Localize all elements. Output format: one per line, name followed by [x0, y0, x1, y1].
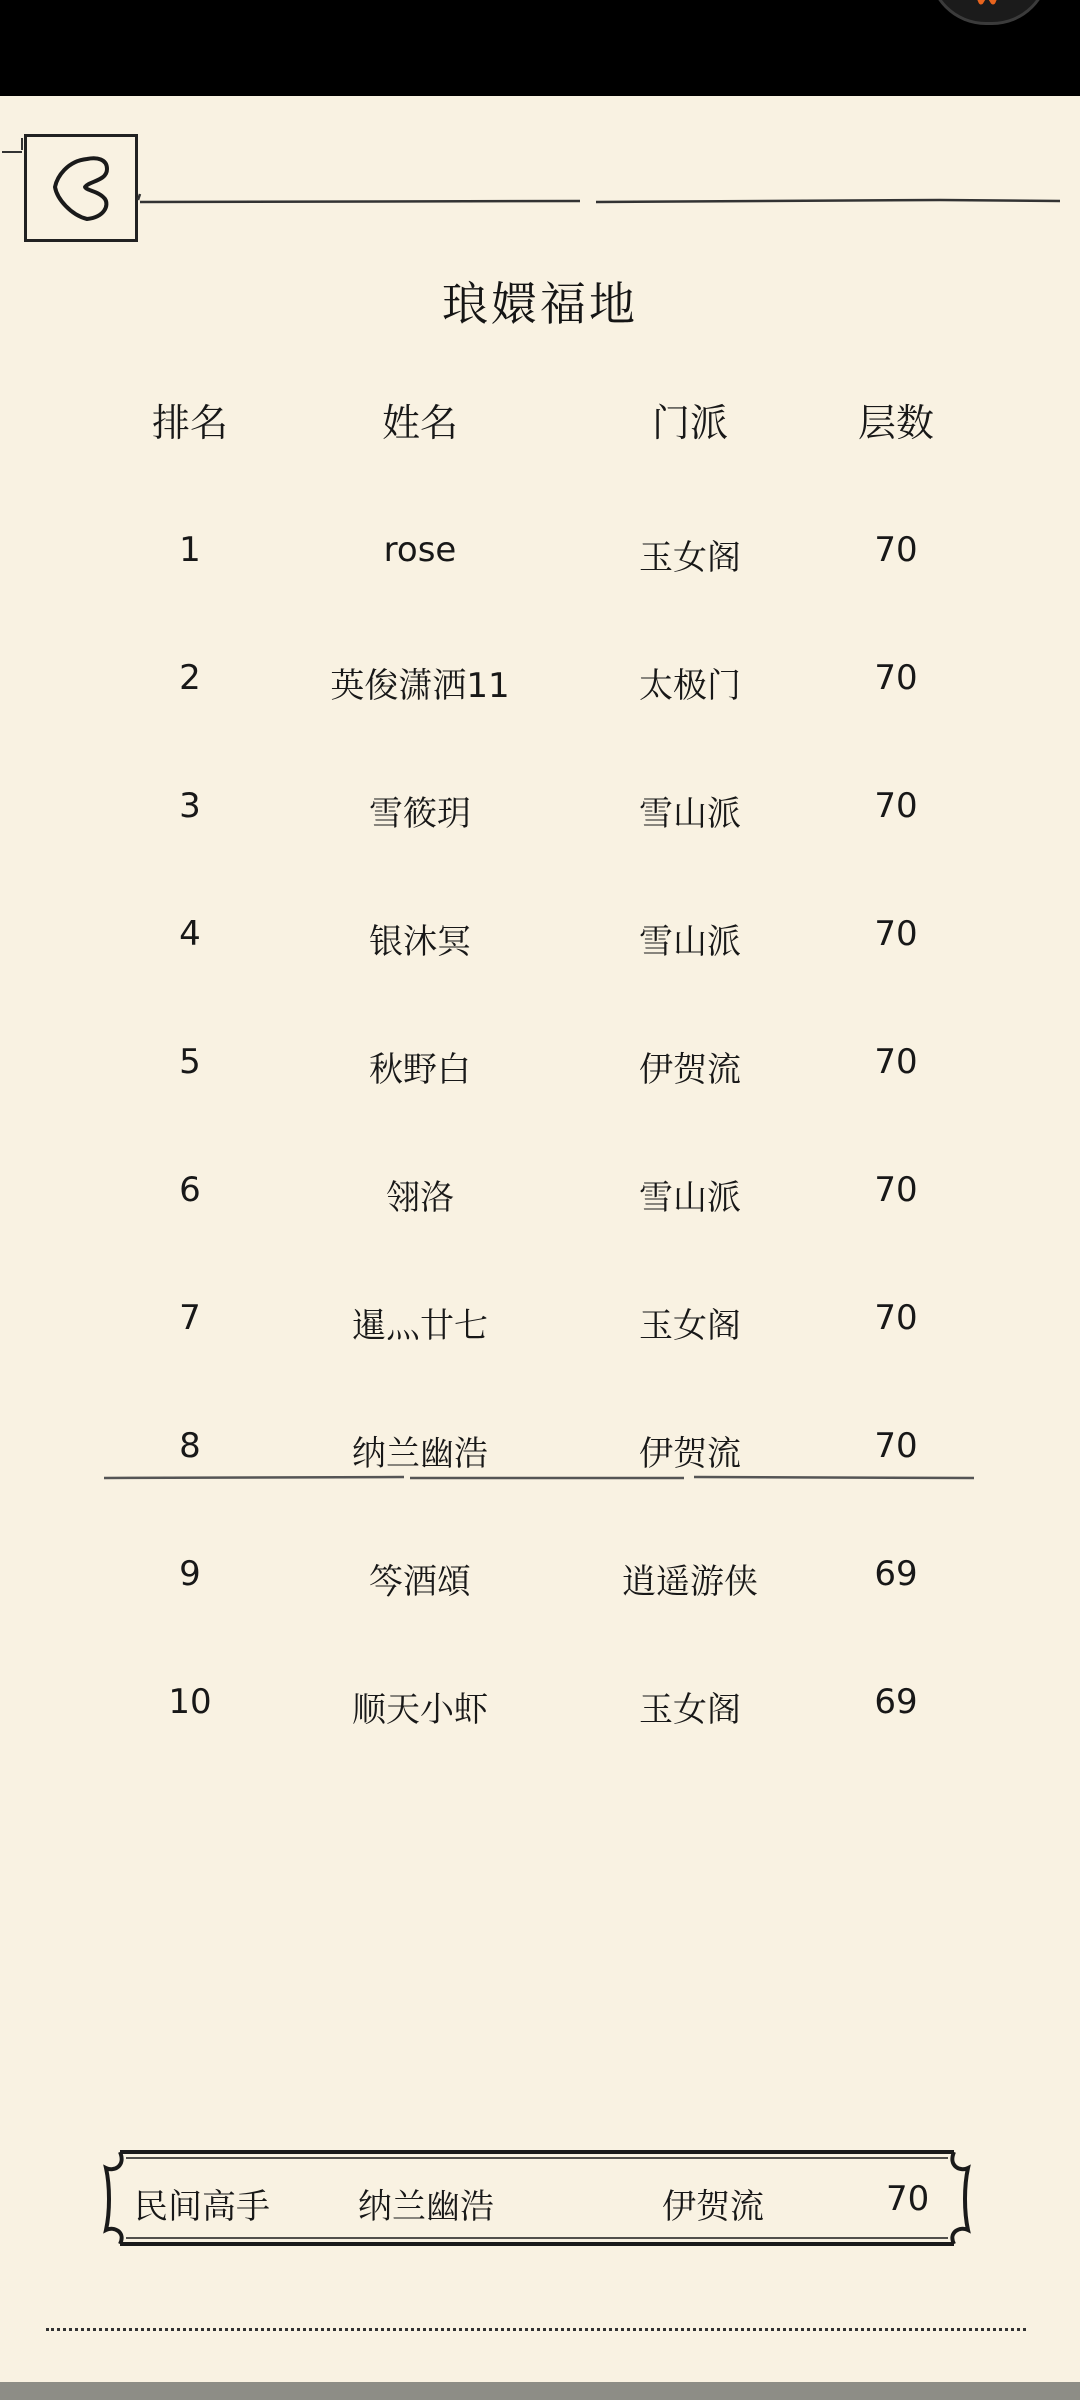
row-5-name: 秋野白	[369, 1050, 471, 1090]
row-7-level: 70	[874, 1298, 918, 1338]
header-rule	[0, 130, 1080, 210]
row-9-name: 笒酒頌	[369, 1562, 471, 1602]
my-level: 70	[886, 2179, 930, 2219]
row-3-rank: 3	[179, 786, 201, 826]
row-2-sect: 太极门	[639, 666, 741, 706]
app-badge-icon	[971, 0, 1003, 10]
my-sect: 伊贺流	[662, 2187, 764, 2227]
row-1-name: rose	[383, 530, 457, 570]
row-8-sect: 伊贺流	[639, 1434, 741, 1474]
row-10-rank: 10	[168, 1682, 212, 1722]
row-9-rank: 9	[179, 1554, 201, 1594]
status-bar	[0, 0, 1080, 96]
row-6-rank: 6	[179, 1170, 201, 1210]
dotted-separator	[46, 2328, 1026, 2331]
navigation-bar	[0, 2382, 1080, 2400]
row-10-name: 顺天小虾	[352, 1690, 488, 1730]
row-10-level: 69	[874, 1682, 918, 1722]
header-level: 层数	[857, 401, 935, 445]
row-6-name: 翎洛	[386, 1178, 454, 1218]
row-2-rank: 2	[179, 658, 201, 698]
row-7-rank: 7	[179, 1298, 201, 1338]
page-title: 琅嬛福地	[442, 277, 638, 331]
qualification-divider	[104, 1474, 974, 1482]
row-7-sect: 玉女阁	[639, 1306, 741, 1346]
my-rank-label: 民间高手	[134, 2187, 270, 2227]
row-4-name: 银沐冥	[369, 922, 471, 962]
row-8-rank: 8	[179, 1426, 201, 1466]
row-10-sect: 玉女阁	[639, 1690, 741, 1730]
my-rank-banner	[96, 2146, 976, 2252]
row-4-sect: 雪山派	[639, 922, 741, 962]
row-7-name: 暹灬廿七	[352, 1306, 488, 1346]
row-5-level: 70	[874, 1042, 918, 1082]
row-1-sect: 玉女阁	[639, 538, 741, 578]
app-badge	[928, 0, 1050, 25]
row-5-rank: 5	[179, 1042, 201, 1082]
row-4-rank: 4	[179, 914, 201, 954]
row-6-level: 70	[874, 1170, 918, 1210]
row-6-sect: 雪山派	[639, 1178, 741, 1218]
row-3-name: 雪筱玥	[369, 794, 471, 834]
row-8-name: 纳兰幽浩	[352, 1434, 488, 1474]
row-8-level: 70	[874, 1426, 918, 1466]
row-3-level: 70	[874, 786, 918, 826]
row-5-sect: 伊贺流	[639, 1050, 741, 1090]
row-1-rank: 1	[179, 530, 201, 570]
row-4-level: 70	[874, 914, 918, 954]
my-name: 纳兰幽浩	[358, 2187, 494, 2227]
row-3-sect: 雪山派	[639, 794, 741, 834]
row-2-name: 英俊潇洒11	[330, 666, 510, 706]
row-9-sect: 逍遥游侠	[622, 1562, 758, 1602]
header-sect: 门派	[651, 401, 729, 445]
header-name: 姓名	[381, 401, 459, 445]
header-rank: 排名	[151, 401, 229, 445]
row-9-level: 69	[874, 1554, 918, 1594]
row-2-level: 70	[874, 658, 918, 698]
row-1-level: 70	[874, 530, 918, 570]
